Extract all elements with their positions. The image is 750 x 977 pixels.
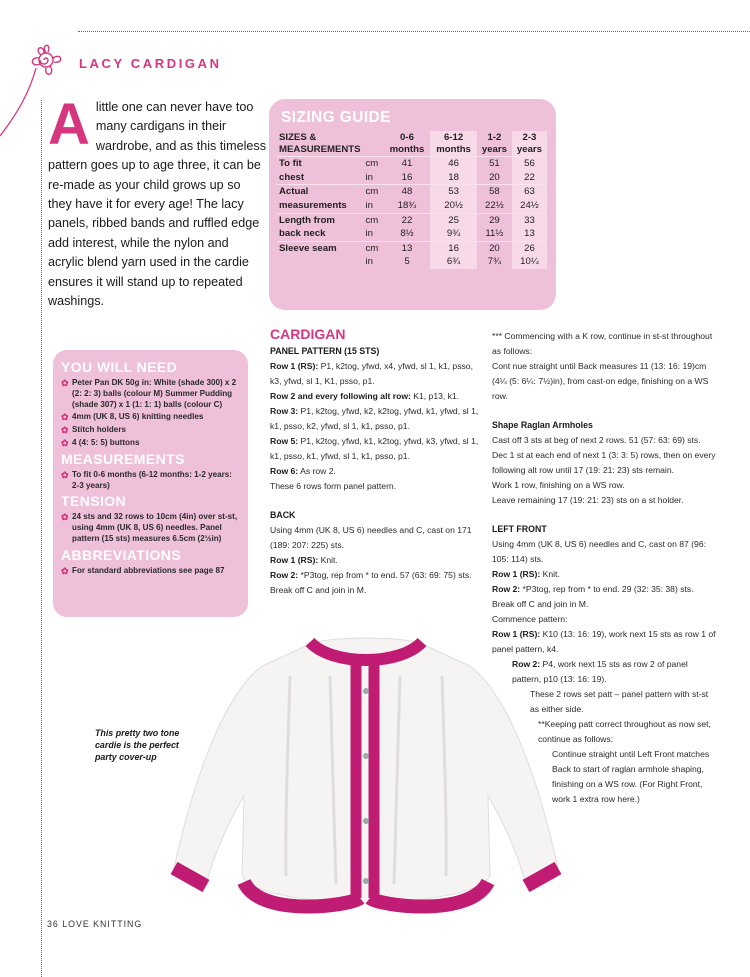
abbreviations-list [61, 566, 240, 577]
star-bullet-icon: ✿ [61, 437, 69, 448]
pattern-text: *** Commencing with a K row, continue in st-st throughout as follows: [492, 331, 713, 356]
raglan-heading: Shape Raglan Armholes [492, 420, 593, 430]
pattern-row: Row 5: P1, k2tog, yfwd, k1, k2tog, yfwd, k3, yfwd, sl 1, k1, psso, k1, yfwd, sl 1, k1, psso, p1. [270, 436, 479, 461]
intro-text: little one can never have too many cardigans in their wardrobe, and as this timeless pattern goes up to age three, it can be re-made as your child grows up so they have it for every age! The lacy panels, ribbed bands and ruffled edge add interest, while the nylon and acrylic blend yarn used in the cardie ensures it will stand up to repeated washings. [48, 100, 266, 309]
pattern-row: Row 1 (RS): Knit. [270, 555, 338, 565]
magazine-title: LOVE KNITTING [62, 919, 143, 929]
star-bullet-icon: ✿ [61, 378, 69, 388]
th-size-2: 6-12 months [430, 131, 477, 157]
back-heading: BACK [270, 510, 296, 520]
measurements-heading: MEASUREMENTS [61, 450, 185, 467]
pattern-row: Row 2: P4, work next 15 sts as row 2 of panel pattern, p10 (13: 16: 19). [512, 659, 688, 684]
left-front-heading: LEFT FRONT [492, 524, 547, 534]
pattern-row: Row 2: *P3tog, rep from * to end. 29 (32: 35: 38) sts. [492, 584, 694, 594]
panel-pattern-heading: PANEL PATTERN (15 STS) [270, 346, 380, 356]
table-row: back neck in 8½ 9¾ 11½ 13 [277, 227, 547, 241]
pattern-text: **Keeping patt correct throughout as now set, continue as follows: [538, 719, 711, 744]
tension-list [61, 512, 240, 544]
pattern-row: Row 6: As row 2. [270, 466, 336, 476]
pattern-text: Cont nue straight until Back measures 11 (13: 16: 19)cm (4¼ (5: 6¼: 7½)in), from cast-on edge, finishing on a WS row. [492, 361, 709, 401]
pattern-row: Row 1 (RS): P1, k2tog, yfwd, x4, yfwd, sl 1, k1, psso, k3, yfwd, sl 1, K1, psso, p1. [270, 361, 473, 386]
intro-paragraph [48, 92, 266, 311]
cardigan-heading: CARDIGAN [270, 326, 346, 342]
pattern-text: Work 1 row, finishing on a WS row. [492, 480, 625, 490]
sizing-guide-box [269, 99, 556, 310]
pattern-note: These 6 rows form panel pattern. [270, 481, 397, 491]
pattern-text: Dec 1 st at each end of next 1 (3: 3: 5) rows, then on every following alt row until 17 (19: 21: 23) sts remain. [492, 450, 716, 475]
you-will-need-list [61, 378, 240, 449]
pattern-text: Using 4mm (UK 8, US 6) needles and C, cast on 171 (189: 207: 225) sts. [270, 525, 472, 550]
list-item: ✿ For standard abbreviations see page 87 [61, 565, 225, 576]
sizing-table [277, 131, 547, 269]
th-sizes: SIZES & MEASUREMENTS [279, 132, 361, 155]
you-will-need-heading: YOU WILL NEED [61, 359, 178, 375]
star-bullet-icon: ✿ [61, 469, 69, 480]
page-footer [47, 919, 142, 929]
pattern-text: Break off C and join in M. [492, 599, 589, 609]
star-bullet-icon: ✿ [61, 425, 69, 436]
section-title: LACY CARDIGAN [79, 56, 222, 71]
pattern-row: Row 1 (RS): Knit. [492, 569, 560, 579]
table-row: Sleeve seam cm 13 16 20 26 [277, 241, 547, 255]
star-bullet-icon: ✿ [61, 412, 69, 423]
list-item: ✿ Stitch holders [61, 425, 126, 436]
left-dotted-rule [41, 100, 42, 977]
tension-heading: TENSION [61, 493, 127, 510]
th-size-1: 0-6 months [389, 132, 425, 155]
star-bullet-icon: ✿ [61, 565, 69, 576]
list-item: ✿ Peter Pan DK 50g in: White (shade 300) x 2 (2: 2: 3) balls (colour M) Summer Pudding (shade 307) x 1 (1: 1: 1) balls (colour C) [61, 378, 237, 409]
measurements-list [61, 470, 240, 492]
materials-sidebar [53, 350, 248, 617]
table-row: Length from cm 22 25 29 33 [277, 213, 547, 227]
top-dotted-rule [78, 31, 750, 32]
cardigan-photo [170, 636, 562, 926]
pattern-text: Continue straight until Left Front matches Back to start of raglan armhole shaping, finishing on a WS row. (For Right Front, work 1 extra row here.) [552, 749, 710, 804]
list-item: ✿ 4 (4: 5: 5) buttons [61, 437, 140, 448]
table-row: in 5 6¾ 7¾ 10¼ [277, 255, 547, 269]
pattern-text: Leave remaining 17 (19: 21: 23) sts on a st holder. [492, 495, 684, 505]
table-row: Actual cm 48 53 58 63 [277, 185, 547, 199]
page-number: 36 [47, 919, 59, 929]
pattern-text: These 2 rows set patt – panel pattern with st-st as either side. [530, 689, 709, 714]
star-bullet-icon: ✿ [61, 512, 69, 523]
pattern-row: Row 2: *P3tog, rep from * to end. 57 (63: 69: 75) sts. [270, 570, 472, 580]
th-size-3: 1-2 years [481, 132, 507, 155]
list-item: ✿ To fit 0-6 months (6-12 months: 1-2 years: 2-3 years) [61, 469, 232, 490]
drop-cap: A [48, 92, 90, 157]
pattern-column-1 [270, 327, 480, 598]
pattern-text: Cast off 3 sts at beg of next 2 rows. 51 (57: 63: 69) sts. [492, 435, 701, 445]
table-row: measurements in 18¾ 20½ 22½ 24½ [277, 199, 547, 213]
pattern-row: Row 1 (RS): K10 (13: 16: 19), work next 15 sts as row 1 of panel pattern, k4. [492, 629, 716, 654]
list-item: ✿ 4mm (UK 8, US 6) knitting needles [61, 412, 204, 423]
table-row: To fit cm 41 46 51 56 [277, 157, 547, 171]
photo-caption: This pretty two tone cardie is the perfect party cover-up [95, 728, 180, 762]
sizing-guide-title: SIZING GUIDE [281, 109, 391, 126]
abbreviations-heading: ABBREVIATIONS [61, 546, 182, 563]
pattern-text: Using 4mm (UK 8, US 6) needles and C, cast on 87 (96: 105: 114) sts. [492, 539, 706, 564]
th-size-4: 2-3 years [512, 131, 547, 157]
pattern-text: Break off C and join in M. [270, 585, 367, 595]
pattern-text: Commence pattern: [492, 614, 568, 624]
table-row: chest in 16 18 20 22 [277, 171, 547, 185]
list-item: ✿ 24 sts and 32 rows to 10cm (4in) over st-st, using 4mm (UK 8, US 6) needles. Panel pattern (15 sts) measures 6.5cm (2½in) [61, 512, 238, 543]
pattern-row: Row 3: P1, k2tog, yfwd, k2, k2tog, yfwd, k1, yfwd, sl 1, k1, psso, k2, yfwd, sl 1, k1, psso, p1. [270, 406, 479, 431]
pattern-row: Row 2 and every following alt row: K1, p13, k1. [270, 391, 460, 401]
